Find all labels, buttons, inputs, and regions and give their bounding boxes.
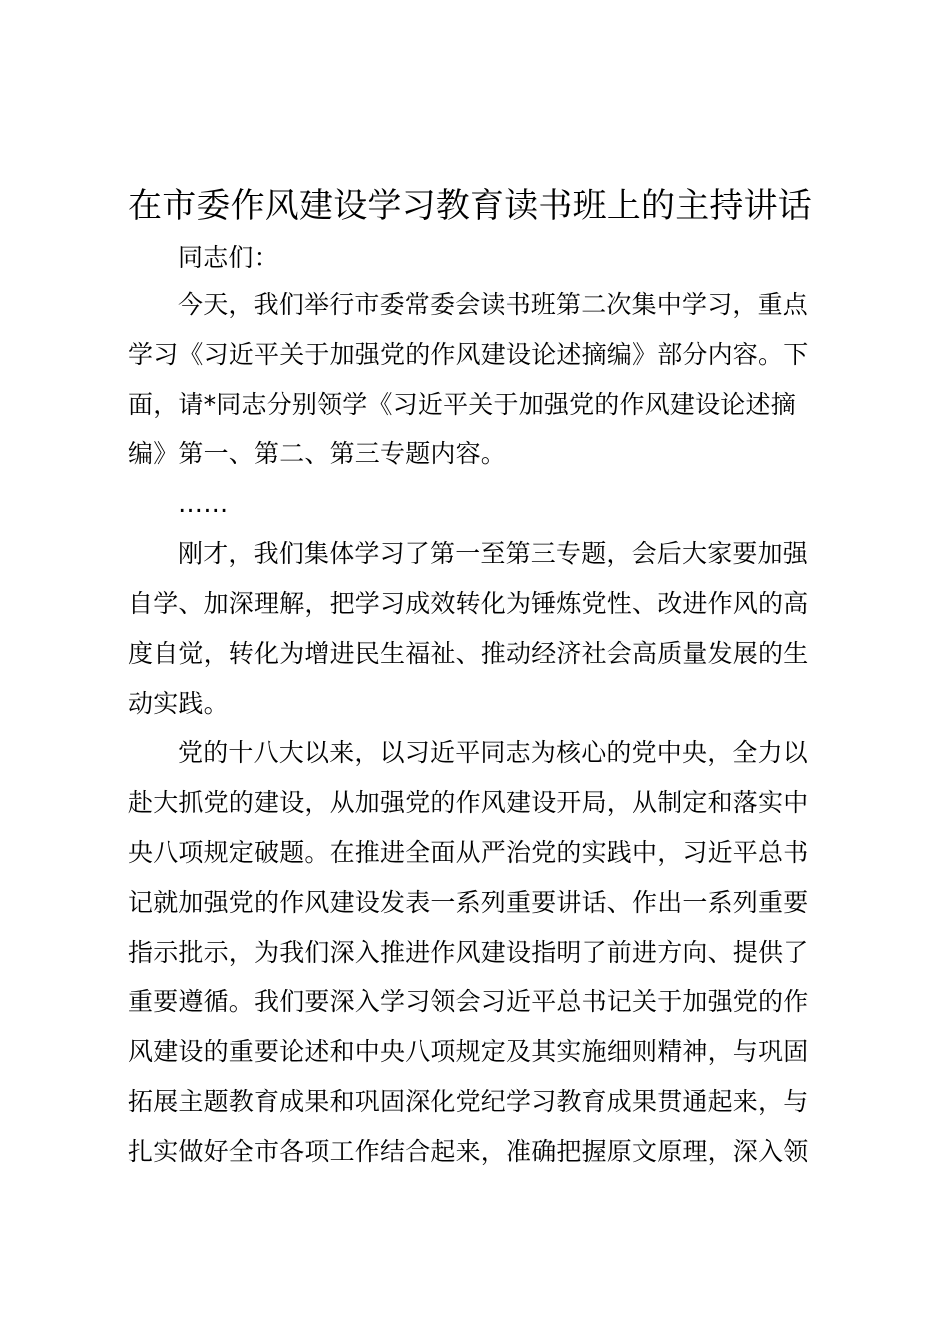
salutation-line: 同志们： [178, 243, 279, 272]
body-line: 度自觉，转化为增进民生福祉、推动经济社会高质量发展的生 [128, 639, 809, 668]
body-line: 动实践。 [128, 689, 229, 718]
body-line: 拓展主题教育成果和巩固深化党纪学习教育成果贯通起来，与 [128, 1087, 809, 1116]
body-line: 党的十八大以来，以习近平同志为核心的党中央，全力以 [178, 738, 809, 767]
body-line: 面，请*同志分别领学《习近平关于加强党的作风建设论述摘 [128, 390, 796, 419]
body-line: 刚才，我们集体学习了第一至第三专题，会后大家要加强 [178, 539, 809, 568]
body-line: 记就加强党的作风建设发表一系列重要讲话、作出一系列重要 [128, 888, 809, 917]
body-line: 今天，我们举行市委常委会读书班第二次集中学习，重点 [178, 290, 809, 319]
body-line: 编》第一、第二、第三专题内容。 [128, 439, 507, 468]
body-line: 央八项规定破题。在推进全面从严治党的实践中，习近平总书 [128, 838, 809, 867]
body-line: 赴大抓党的建设，从加强党的作风建设开局，从制定和落实中 [128, 788, 809, 817]
body-line: 指示批示，为我们深入推进作风建设指明了前进方向、提供了 [128, 938, 809, 967]
ellipsis-line: …… [178, 489, 229, 518]
body-line: 学习《习近平关于加强党的作风建设论述摘编》部分内容。下 [128, 340, 809, 369]
body-line: 重要遵循。我们要深入学习领会习近平总书记关于加强党的作 [128, 987, 809, 1016]
document-title: 在市委作风建设学习教育读书班上的主持讲话 [128, 186, 812, 226]
body-line: 风建设的重要论述和中央八项规定及其实施细则精神，与巩固 [128, 1037, 809, 1066]
body-line: 扎实做好全市各项工作结合起来，准确把握原文原理，深入领 [128, 1137, 809, 1166]
body-line: 自学、加深理解，把学习成效转化为锤炼党性、改进作风的高 [128, 589, 809, 618]
